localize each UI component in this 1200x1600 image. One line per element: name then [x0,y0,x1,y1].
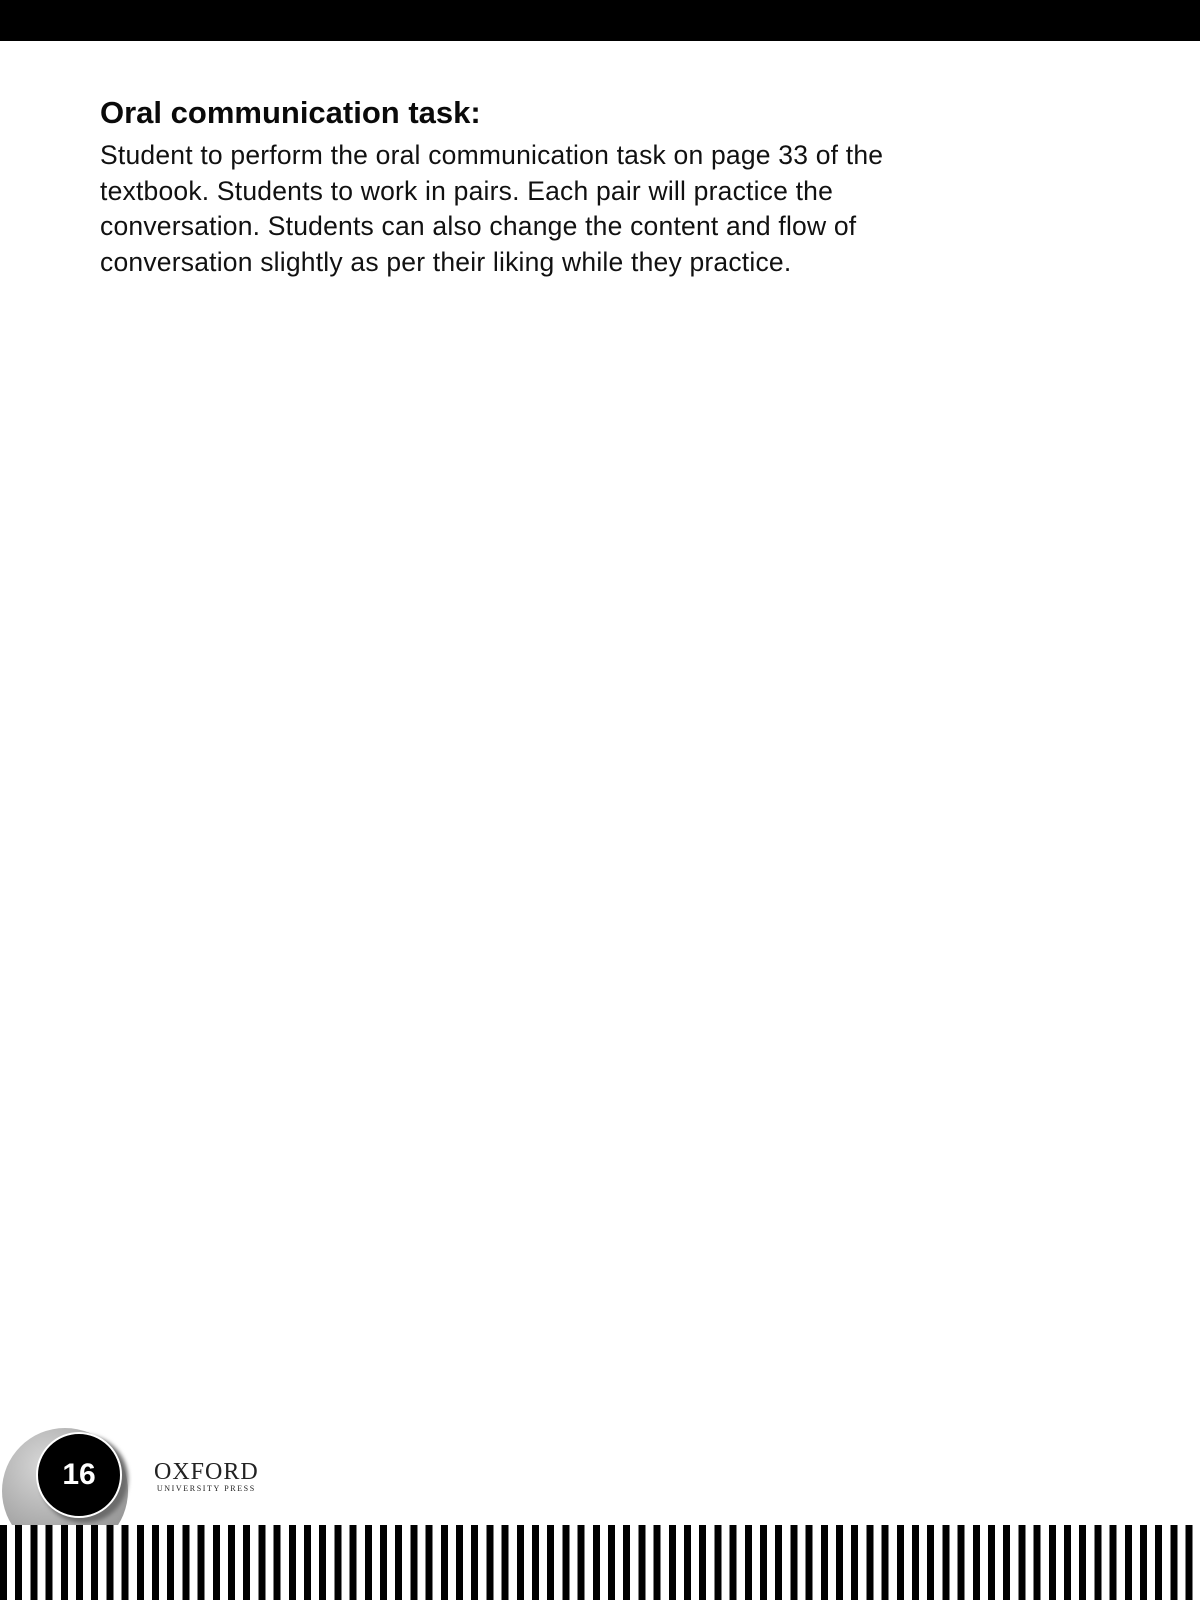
page-number: 16 [62,1458,96,1491]
publisher-name: OXFORD [154,1459,259,1485]
publisher-logo [154,1460,259,1494]
publisher-subtitle: UNIVERSITY PRESS [156,1484,256,1493]
footer-stripes [0,1525,1200,1600]
section-content [100,92,980,280]
section-heading: Oral communication task: [100,95,481,130]
page-badge [36,1432,122,1518]
section-body: Student to perform the oral communication task on page 33 of the textbook. Students to work in pairs. Each pair will practice the conversation. Students can also change the content and flow of conversation slightly as per their liking while they practice. [100,140,884,277]
header-bar [0,0,1200,41]
